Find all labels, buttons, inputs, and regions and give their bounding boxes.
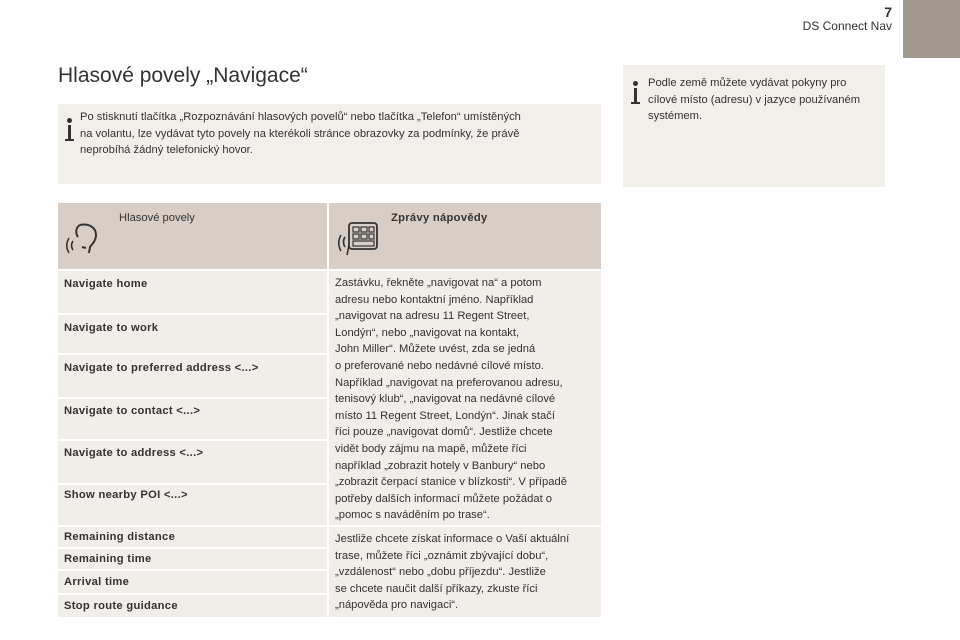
- command-label: Remaining distance: [64, 531, 176, 543]
- help-line: Například „navigovat na preferovanou adresu,: [335, 376, 563, 389]
- help-line: o preferované nebo nedávné cílové místo.: [335, 359, 544, 372]
- page-title: Hlasové povely „Navigace“: [58, 64, 308, 87]
- command-row: [58, 315, 327, 353]
- command-label: Navigate to contact <...>: [64, 405, 201, 417]
- info-line: neprobíhá žádný telefonický hovor.: [80, 144, 253, 156]
- info-line: na volantu, lze vydávat tyto povely na kterékoli stránce obrazovky za podmínky, že právě: [80, 127, 520, 140]
- command-row: [58, 549, 327, 569]
- command-label: Navigate home: [64, 278, 148, 290]
- help-line: „nápověda pro navigaci“.: [335, 599, 459, 612]
- help-line: „pomoc s naváděním po trase“.: [335, 509, 490, 522]
- command-row: [58, 441, 327, 483]
- table-header-help: [329, 203, 601, 269]
- command-label: Navigate to work: [64, 322, 159, 334]
- info-line: systémem.: [648, 110, 703, 122]
- help-line: Jestliže chcete získat informace o Vaší aktuální: [335, 533, 570, 545]
- command-row: [58, 595, 327, 617]
- info-icon: [65, 118, 75, 142]
- info-text: [648, 75, 860, 125]
- table-header-label: Hlasové povely: [119, 212, 195, 224]
- help-line: vidět body zájmu na mapě, můžete říci: [335, 442, 527, 455]
- help-line: Londýn“, nebo „navigovat na kontakt,: [335, 326, 520, 339]
- help-line: se chcete naučit další příkazy, zkuste říci: [335, 582, 538, 595]
- command-label: Remaining time: [64, 553, 152, 565]
- info-text: [80, 109, 521, 159]
- command-label: Arrival time: [64, 576, 130, 588]
- help-line: například „zobrazit hotely v Banbury“ nebo: [335, 459, 546, 472]
- command-row: [58, 399, 327, 439]
- help-line: John Miller“. Můžete uvést, zda se jedná: [335, 343, 536, 356]
- help-line: trase, můžete říci „oznámit zbývající dobu“,: [335, 549, 549, 562]
- command-label: Navigate to preferred address <...>: [64, 362, 259, 374]
- voice-command-icon: [66, 217, 102, 257]
- command-row: [58, 355, 327, 397]
- page-number: 7: [884, 4, 892, 20]
- help-line: Zastávku, řekněte „navigovat na“ a potom: [335, 277, 542, 289]
- help-cell: [329, 271, 601, 525]
- table-header-label: Zprávy nápovědy: [391, 212, 488, 224]
- voice-help-screen-icon: [335, 215, 381, 259]
- info-box-main: [58, 104, 601, 184]
- help-text: [335, 275, 600, 524]
- info-line: Podle země můžete vydávat pokyny pro: [648, 77, 847, 89]
- voice-commands-table: [58, 203, 601, 617]
- help-cell: [329, 527, 601, 617]
- command-row: [58, 271, 327, 313]
- help-line: potřeby dalších informací můžete požádat o: [335, 492, 553, 505]
- help-line: říci pouze „navigovat domů“. Jestliže chcete: [335, 426, 553, 439]
- help-line: místo 11 Regent Street, Londýn“. Jinak stačí: [335, 409, 555, 422]
- help-line: „vzdálenost“ nebo „dobu příjezdu“. Jestliže: [335, 566, 546, 579]
- page-tab: [903, 0, 960, 58]
- info-line: cílové místo (adresu) v jazyce používaném: [648, 93, 861, 106]
- command-row: [58, 485, 327, 525]
- section-title: DS Connect Nav: [802, 19, 892, 33]
- command-row: [58, 527, 327, 547]
- table-header-commands: [58, 203, 327, 269]
- help-line: „zobrazit čerpací stanice v blízkosti“. V případě: [335, 476, 567, 489]
- help-line: „navigovat na adresu 11 Regent Street,: [335, 310, 530, 323]
- help-text: [335, 531, 600, 614]
- command-row: [58, 571, 327, 593]
- help-line: adresu nebo kontaktní jméno. Například: [335, 293, 534, 306]
- info-line: Po stisknutí tlačítka „Rozpoznávání hlasových povelů“ nebo tlačítka „Telefon“ umístěných: [80, 111, 521, 123]
- info-icon: [631, 81, 641, 105]
- help-line: tenisový klub“, „navigovat na nedávné cílové: [335, 393, 556, 406]
- command-label: Stop route guidance: [64, 600, 178, 612]
- command-label: Show nearby POI <...>: [64, 489, 188, 501]
- info-box-language: [623, 65, 885, 187]
- command-label: Navigate to address <...>: [64, 447, 204, 459]
